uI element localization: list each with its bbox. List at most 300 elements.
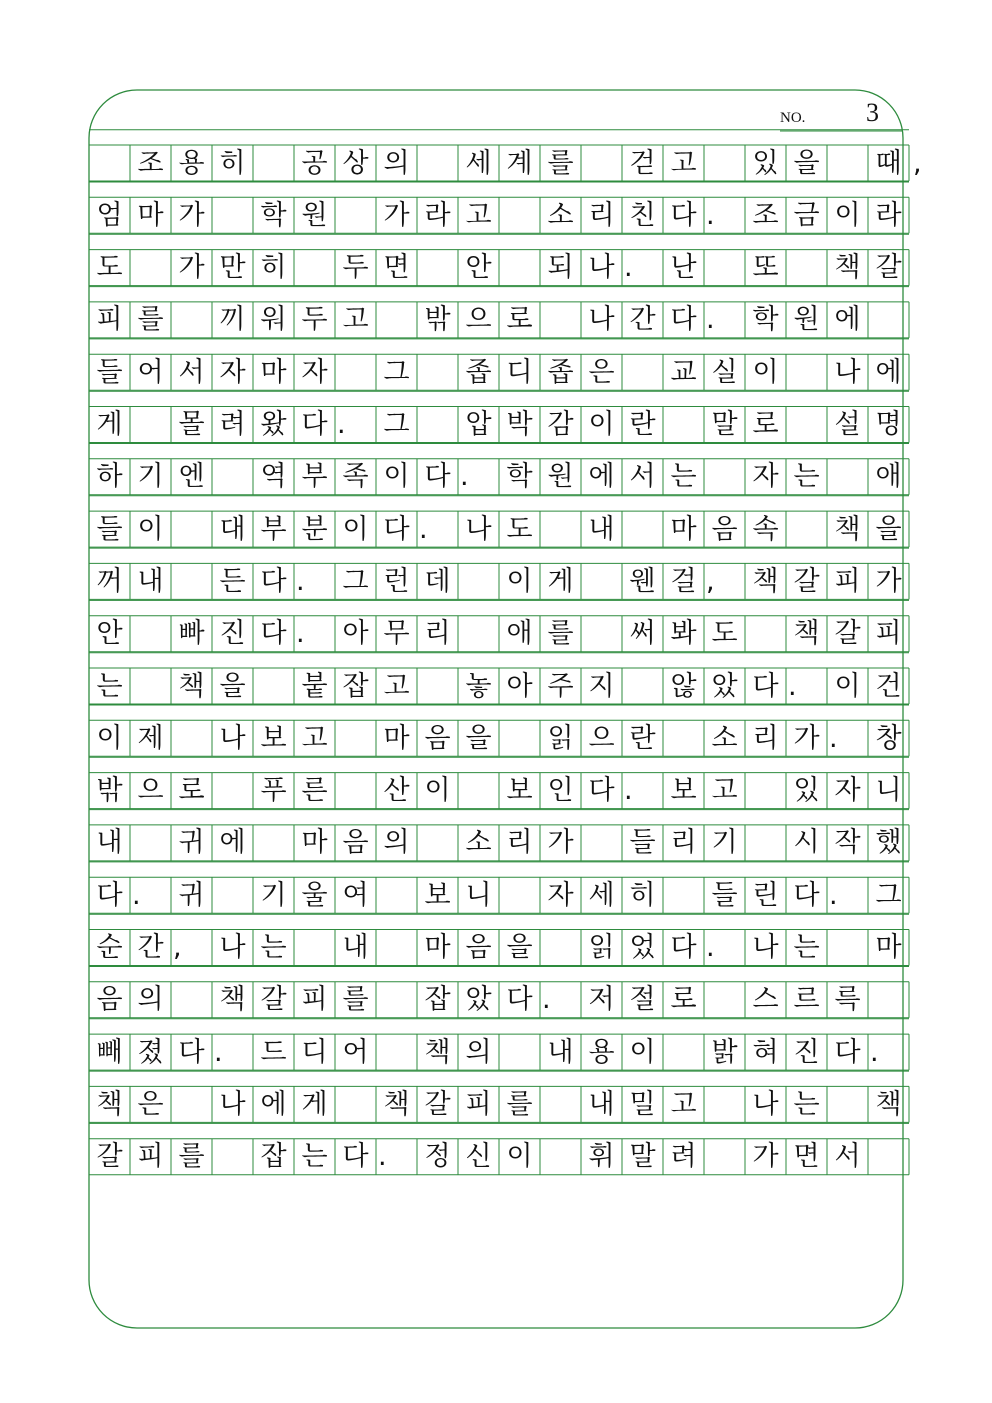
character-cell: 서 xyxy=(178,356,205,388)
character-cell: 웬 xyxy=(629,565,656,597)
character-cell: 리 xyxy=(588,199,615,231)
character-cell: 건 xyxy=(875,670,902,702)
character-cell: 말 xyxy=(711,409,738,440)
punctuation-cell: . xyxy=(542,984,551,1016)
character-cell: 두 xyxy=(301,304,328,336)
character-cell: 휘 xyxy=(588,1141,615,1173)
character-cell: 다 xyxy=(506,984,533,1016)
character-cell: 았 xyxy=(711,670,738,702)
character-cell: 순 xyxy=(96,932,123,963)
character-cell: 고 xyxy=(383,670,410,702)
character-cell: 용 xyxy=(588,1036,615,1068)
character-cell: 이 xyxy=(588,409,615,440)
character-cell: 기 xyxy=(711,827,738,859)
character-cell: 제 xyxy=(137,722,164,754)
character-cell: 나 xyxy=(465,513,492,545)
character-cell: 용 xyxy=(178,147,205,179)
character-cell: 교 xyxy=(670,356,697,388)
character-cell: 게 xyxy=(547,565,574,597)
character-cell: 소 xyxy=(465,827,492,859)
character-cell: 보 xyxy=(424,879,451,911)
character-cell: 히 xyxy=(219,147,246,179)
character-cell: 역 xyxy=(260,461,287,493)
character-cell: 갈 xyxy=(875,252,902,284)
character-cell: 다 xyxy=(588,775,615,807)
character-cell: 대 xyxy=(219,513,246,545)
character-cell: 나 xyxy=(752,1088,779,1120)
punctuation-cell: , xyxy=(913,147,922,179)
character-cell: 으 xyxy=(588,722,615,754)
character-cell: 때 xyxy=(875,147,902,179)
character-cell: 자 xyxy=(834,775,861,807)
character-cell: 인 xyxy=(547,775,574,807)
character-cell: 의 xyxy=(383,827,410,859)
punctuation-cell: . xyxy=(419,513,428,545)
character-cell: 빠 xyxy=(178,618,205,650)
character-cell: 다 xyxy=(342,1141,369,1173)
character-cell: 고 xyxy=(301,722,328,754)
character-cell: 게 xyxy=(96,409,123,440)
character-cell: 이 xyxy=(96,722,123,754)
character-cell: 나 xyxy=(834,356,861,388)
character-cell: 도 xyxy=(96,252,123,284)
character-cell: 다 xyxy=(670,304,697,336)
character-cell: 도 xyxy=(711,618,738,650)
character-cell: 아 xyxy=(506,670,533,702)
character-cell: 좁 xyxy=(465,356,492,388)
character-cell: 했 xyxy=(875,827,902,859)
punctuation-cell: , xyxy=(173,932,182,963)
character-cell: 이 xyxy=(506,565,533,597)
character-cell: 게 xyxy=(301,1088,328,1120)
character-cell: 책 xyxy=(752,565,779,597)
character-cell: 서 xyxy=(629,461,656,493)
character-cell: 설 xyxy=(834,409,861,440)
character-cell: 마 xyxy=(670,513,697,545)
character-cell: 나 xyxy=(752,932,779,963)
character-cell: 이 xyxy=(834,670,861,702)
character-cell: 엄 xyxy=(96,199,123,231)
character-cell: 다 xyxy=(260,618,287,650)
character-cell: 피 xyxy=(137,1141,164,1173)
character-cell: 리 xyxy=(670,827,697,859)
character-cell: 내 xyxy=(342,932,369,963)
character-cell: 든 xyxy=(219,565,246,597)
character-cell: 읽 xyxy=(547,722,574,754)
character-cell: 리 xyxy=(752,722,779,754)
character-cell: 나 xyxy=(588,304,615,336)
character-cell: 르 xyxy=(793,984,820,1016)
character-cell: 음 xyxy=(711,513,738,545)
character-cell: 책 xyxy=(875,1088,902,1120)
punctuation-cell: . xyxy=(214,1036,223,1068)
character-cell: 가 xyxy=(383,199,410,231)
character-cell: 내 xyxy=(96,827,123,859)
character-cell: 내 xyxy=(588,513,615,545)
punctuation-cell: . xyxy=(296,618,305,650)
character-cell: 면 xyxy=(793,1141,820,1173)
character-cell: 두 xyxy=(342,252,369,284)
character-cell: 는 xyxy=(670,461,697,493)
character-cell: 소 xyxy=(711,722,738,754)
character-cell: 다 xyxy=(301,409,328,440)
character-cell: 고 xyxy=(670,1088,697,1120)
character-cell: 학 xyxy=(260,199,287,231)
character-cell: 기 xyxy=(137,461,164,493)
character-cell: 이 xyxy=(629,1036,656,1068)
character-cell: 잡 xyxy=(424,984,451,1016)
page-number-label: NO. xyxy=(780,110,806,126)
character-cell: 공 xyxy=(301,147,328,179)
character-cell: 은 xyxy=(588,356,615,388)
character-cell: 진 xyxy=(793,1036,820,1068)
character-cell: 데 xyxy=(424,565,451,597)
character-cell: 른 xyxy=(301,775,328,807)
character-cell: 명 xyxy=(875,409,902,440)
character-cell: 말 xyxy=(629,1141,656,1173)
character-cell: 를 xyxy=(547,618,574,650)
character-cell: 분 xyxy=(301,513,328,545)
character-cell: 아 xyxy=(342,618,369,650)
character-cell: 책 xyxy=(793,618,820,650)
character-cell: 니 xyxy=(465,879,492,911)
character-cell: 붙 xyxy=(301,670,328,702)
character-cell: 왔 xyxy=(260,409,287,440)
character-cell: 금 xyxy=(793,199,820,231)
character-cell: 지 xyxy=(588,670,615,702)
character-cell: 란 xyxy=(629,722,656,754)
character-cell: 그 xyxy=(342,565,369,597)
character-cell: 다 xyxy=(96,879,123,911)
character-cell: 놓 xyxy=(465,670,492,702)
character-cell: 책 xyxy=(219,984,246,1016)
character-cell: 히 xyxy=(629,879,656,911)
character-cell: 피 xyxy=(96,304,123,336)
character-cell: 고 xyxy=(465,199,492,231)
character-cell: 진 xyxy=(219,618,246,650)
character-cell: 책 xyxy=(383,1088,410,1120)
character-cell: 실 xyxy=(711,356,738,388)
character-cell: 저 xyxy=(588,984,615,1016)
character-cell: 는 xyxy=(96,670,123,702)
character-cell: 밝 xyxy=(711,1036,738,1068)
character-cell: 친 xyxy=(629,199,656,231)
character-cell: 로 xyxy=(506,304,533,336)
character-cell: 가 xyxy=(875,565,902,597)
character-cell: 다 xyxy=(793,879,820,911)
punctuation-cell: . xyxy=(870,1036,879,1068)
punctuation-cell: . xyxy=(829,722,838,754)
character-cell: 꺼 xyxy=(96,565,123,597)
character-cell: 을 xyxy=(793,147,820,179)
character-cell: 나 xyxy=(588,252,615,284)
character-cell: 원 xyxy=(301,199,328,231)
character-cell: 하 xyxy=(96,461,123,493)
character-cell: 리 xyxy=(506,827,533,859)
character-cell: 들 xyxy=(96,513,123,545)
character-cell: 로 xyxy=(752,409,779,440)
character-cell: 있 xyxy=(752,147,779,179)
character-cell: 압 xyxy=(465,409,492,440)
character-cell: 마 xyxy=(301,827,328,859)
character-cell: 그 xyxy=(383,356,410,388)
character-cell: 신 xyxy=(465,1141,492,1173)
character-cell: 책 xyxy=(834,252,861,284)
character-cell: 내 xyxy=(588,1088,615,1120)
character-cell: 서 xyxy=(834,1141,861,1173)
character-cell: 족 xyxy=(342,461,369,493)
character-cell: 조 xyxy=(137,147,164,179)
character-cell: 가 xyxy=(752,1141,779,1173)
character-cell: 갈 xyxy=(793,565,820,597)
character-cell: 나 xyxy=(219,1088,246,1120)
punctuation-cell: . xyxy=(296,565,305,597)
character-cell: 히 xyxy=(260,252,287,284)
character-cell: 라 xyxy=(424,199,451,231)
character-cell: 정 xyxy=(424,1141,451,1173)
character-cell: 피 xyxy=(875,618,902,650)
character-cell: 조 xyxy=(752,199,779,231)
character-cell: 고 xyxy=(342,304,369,336)
character-cell: 귀 xyxy=(178,827,205,859)
character-cell: 끼 xyxy=(219,304,246,336)
character-cell: 갈 xyxy=(424,1088,451,1120)
character-cell: 박 xyxy=(506,409,533,440)
character-cell: 보 xyxy=(670,775,697,807)
character-cell: 피 xyxy=(465,1088,492,1120)
character-cell: 으 xyxy=(465,304,492,336)
character-cell: 밖 xyxy=(96,775,123,807)
character-cell: 혀 xyxy=(752,1036,779,1068)
character-cell: 다 xyxy=(383,513,410,545)
character-cell: 스 xyxy=(752,984,779,1016)
character-cell: 는 xyxy=(793,932,820,963)
character-cell: 기 xyxy=(260,879,287,911)
character-cell: 도 xyxy=(506,513,533,545)
character-cell: 마 xyxy=(424,932,451,963)
character-cell: 니 xyxy=(875,775,902,807)
punctuation-cell: . xyxy=(706,932,715,963)
punctuation-cell: . xyxy=(624,252,633,284)
character-cell: 았 xyxy=(465,984,492,1016)
character-cell: 음 xyxy=(342,827,369,859)
punctuation-cell: . xyxy=(788,670,797,702)
character-cell: 는 xyxy=(793,1088,820,1120)
character-cell: 시 xyxy=(793,827,820,859)
character-cell: 그 xyxy=(383,409,410,440)
character-cell: 려 xyxy=(219,409,246,440)
character-cell: 들 xyxy=(629,827,656,859)
character-cell: 계 xyxy=(506,147,533,179)
punctuation-cell: . xyxy=(337,409,346,440)
character-cell: 에 xyxy=(219,827,246,859)
character-cell: 푸 xyxy=(260,775,287,807)
character-cell: 음 xyxy=(424,722,451,754)
punctuation-cell: . xyxy=(132,879,141,911)
punctuation-cell: . xyxy=(706,199,715,231)
punctuation-cell: . xyxy=(706,304,715,336)
character-cell: 디 xyxy=(301,1036,328,1068)
character-cell: 가 xyxy=(793,722,820,754)
character-cell: 의 xyxy=(465,1036,492,1068)
character-cell: 밀 xyxy=(629,1088,656,1120)
character-cell: 세 xyxy=(465,147,492,179)
character-cell: 읽 xyxy=(588,932,615,963)
character-cell: 무 xyxy=(383,618,410,650)
character-cell: 가 xyxy=(178,252,205,284)
character-cell: 잡 xyxy=(260,1141,287,1173)
character-cell: 잡 xyxy=(342,670,369,702)
character-cell: 에 xyxy=(260,1088,287,1120)
character-cell: 절 xyxy=(629,984,656,1016)
character-cell: 로 xyxy=(178,775,205,807)
character-cell: 책 xyxy=(834,513,861,545)
character-cell: 다 xyxy=(752,670,779,702)
character-cell: 학 xyxy=(752,304,779,336)
character-cell: 밖 xyxy=(424,304,451,336)
character-cell: 의 xyxy=(137,984,164,1016)
character-cell: 의 xyxy=(383,147,410,179)
character-cell: 이 xyxy=(137,513,164,545)
character-cell: 주 xyxy=(547,670,574,702)
character-cell: 가 xyxy=(178,199,205,231)
character-cell: 을 xyxy=(506,932,533,963)
character-cell: 몰 xyxy=(178,409,205,440)
character-cell: 어 xyxy=(137,356,164,388)
character-cell: 이 xyxy=(383,461,410,493)
character-cell: 감 xyxy=(547,409,574,440)
character-cell: 자 xyxy=(301,356,328,388)
character-cell: 써 xyxy=(629,618,656,650)
character-cell: 고 xyxy=(670,147,697,179)
character-cell: 자 xyxy=(219,356,246,388)
character-cell: 가 xyxy=(547,827,574,859)
character-cell: 나 xyxy=(219,932,246,963)
character-cell: 갈 xyxy=(96,1141,123,1173)
character-cell: 속 xyxy=(752,513,779,545)
character-cell: 졌 xyxy=(137,1036,164,1068)
character-cell: 부 xyxy=(260,513,287,545)
character-cell: 었 xyxy=(629,932,656,963)
character-cell: 으 xyxy=(137,775,164,807)
character-cell: 이 xyxy=(752,356,779,388)
character-cell: 이 xyxy=(342,513,369,545)
page-number: 3 xyxy=(866,98,879,127)
character-cell: 산 xyxy=(383,775,410,807)
character-cell: 면 xyxy=(383,252,410,284)
character-cell: 디 xyxy=(506,356,533,388)
character-cell: 에 xyxy=(875,356,902,388)
character-cell: 되 xyxy=(547,252,574,284)
character-cell: 마 xyxy=(383,722,410,754)
character-cell: 다 xyxy=(424,461,451,493)
character-cell: 원 xyxy=(793,304,820,336)
character-cell: 들 xyxy=(711,879,738,911)
character-cell: 책 xyxy=(96,1088,123,1120)
character-cell: 울 xyxy=(301,879,328,911)
punctuation-cell: , xyxy=(706,565,715,597)
character-cell: 않 xyxy=(670,670,697,702)
character-cell: 려 xyxy=(670,1141,697,1173)
character-cell: 엔 xyxy=(178,461,205,493)
character-cell: 봐 xyxy=(670,618,697,650)
character-cell: 보 xyxy=(506,775,533,807)
character-cell: 있 xyxy=(793,775,820,807)
character-cell: 다 xyxy=(260,565,287,597)
character-cell: 내 xyxy=(137,565,164,597)
punctuation-cell: . xyxy=(829,879,838,911)
character-cell: 에 xyxy=(834,304,861,336)
character-cell: 걸 xyxy=(670,565,697,597)
character-cell: 마 xyxy=(137,199,164,231)
character-cell: 을 xyxy=(465,722,492,754)
character-cell: 자 xyxy=(752,461,779,493)
character-cell: 을 xyxy=(875,513,902,545)
character-cell: 는 xyxy=(793,461,820,493)
character-cell: 리 xyxy=(424,618,451,650)
character-cell: 이 xyxy=(424,775,451,807)
character-cell: 는 xyxy=(260,932,287,963)
character-cell: 피 xyxy=(834,565,861,597)
character-cell: 드 xyxy=(260,1036,287,1068)
character-cell: 보 xyxy=(260,722,287,754)
character-cell: 다 xyxy=(670,199,697,231)
character-cell: 걷 xyxy=(629,147,656,179)
character-cell: 학 xyxy=(506,461,533,493)
punctuation-cell: . xyxy=(460,461,469,493)
character-cell: 애 xyxy=(875,461,902,493)
character-cell: 갈 xyxy=(834,618,861,650)
character-cell: 빼 xyxy=(96,1036,123,1068)
character-cell: 여 xyxy=(342,879,369,911)
character-cell: 원 xyxy=(547,461,574,493)
character-cell: 또 xyxy=(752,252,779,284)
character-cell: 책 xyxy=(424,1036,451,1068)
character-cell: 들 xyxy=(96,356,123,388)
character-cell: 다 xyxy=(178,1036,205,1068)
character-cell: 만 xyxy=(219,252,246,284)
character-cell: 란 xyxy=(629,409,656,440)
character-cell: 을 xyxy=(219,670,246,702)
character-cell: 를 xyxy=(506,1088,533,1120)
character-cell: 안 xyxy=(96,618,123,650)
character-cell: 귀 xyxy=(178,879,205,911)
character-cell: 피 xyxy=(301,984,328,1016)
character-cell: 소 xyxy=(547,199,574,231)
character-cell: 에 xyxy=(588,461,615,493)
character-cell: 상 xyxy=(342,147,369,179)
character-cell: 고 xyxy=(711,775,738,807)
character-cell: 이 xyxy=(834,199,861,231)
character-cell: 안 xyxy=(465,252,492,284)
character-cell: 는 xyxy=(301,1141,328,1173)
character-cell: 마 xyxy=(875,932,902,963)
character-cell: 를 xyxy=(342,984,369,1016)
character-cell: 다 xyxy=(834,1036,861,1068)
character-cell: 그 xyxy=(875,879,902,911)
character-cell: 간 xyxy=(629,304,656,336)
punctuation-cell: . xyxy=(378,1141,387,1173)
character-cell: 린 xyxy=(752,879,779,911)
character-cell: 창 xyxy=(875,722,902,754)
character-cell: 음 xyxy=(465,932,492,963)
character-cell: 애 xyxy=(506,618,533,650)
character-cell: 은 xyxy=(137,1088,164,1120)
character-cell: 워 xyxy=(260,304,287,336)
character-cell: 책 xyxy=(178,670,205,702)
character-cell: 갈 xyxy=(260,984,287,1016)
character-cell: 를 xyxy=(137,304,164,336)
